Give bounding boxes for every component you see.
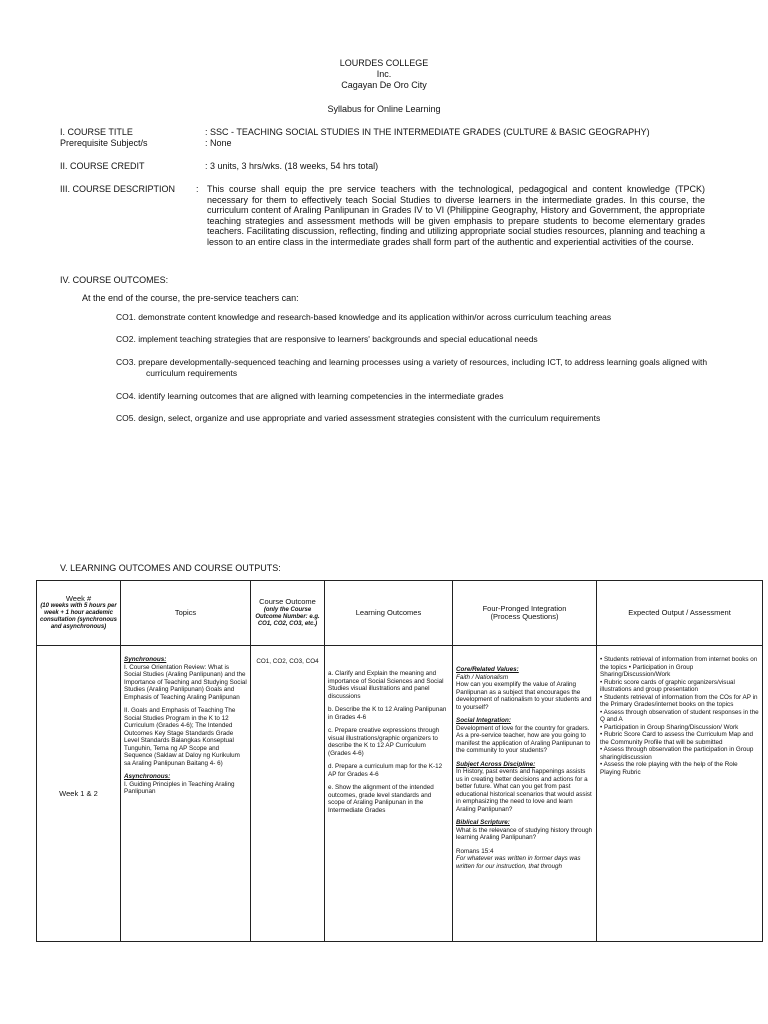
topic-item: I. Course Orientation Review: What is Social Studies (Araling Panlipunan) and the Importance of Teaching and Studying Social Studies (Araling Panlipunan) Goals and Emphasis of Teaching Araling Panlipunan: [124, 663, 247, 701]
syllabus-title: Syllabus for Online Learning: [327, 104, 441, 114]
integration-cell: [453, 646, 597, 942]
course-title-label: I. COURSE TITLE: [60, 127, 133, 137]
expected-item: • Assess the role playing with the help of the Role Playing Rubric: [600, 761, 738, 776]
course-outcome-item: CO5. design, select, organize and use appropriate and varied assessment strategies consistent with the curriculum requirements: [116, 413, 601, 423]
course-credit-label: II. COURSE CREDIT: [60, 161, 145, 171]
expected-item: • Students retrieval of information from the COs for AP in the Primary Grades/internet books on the topics: [600, 693, 758, 708]
header-week: [37, 581, 121, 646]
topics-cell: [121, 646, 251, 942]
course-outcome-value: CO1, CO2, CO3, CO4: [256, 658, 319, 665]
prereq-value: : None: [205, 138, 232, 148]
header-course-outcome-label: Course Outcome: [259, 597, 316, 607]
learning-outcome-item: e. Show the alignment of the intended outcomes, grade level standards and scope of Araling Panlipunan in the Intermediate Grades: [328, 784, 434, 814]
learning-outcome-item: c. Prepare creative expressions through visual illustrations/graphic organizers to describe the K to 12 AP Curriculum (Grades 4-6): [328, 727, 440, 757]
course-description-text: This course shall equip the pre service teachers with the technological, pedagogical and content knowledge (TPCK) necessary for them to effectively teach Social Studies to diverse learners in the intermediate grades. In this course, the curriculum content of Araling Panlipunan in Grades IV to VI (Philippine Geography, History and Government, the appropriate teaching strategies and assessment methods will be given emphasis to prepare students to become elementary grades teachers. Facilitating discussion, reflecting, finding and utilizing appropriate social studies resources, planning and teaching a lesson to an entire class in the intermediate grades shall form part of the authentic and experiential activities of the course.: [207, 184, 705, 247]
header-course-outcome-note: (only the Course Outcome Number: e.g. CO1, CO2, CO3, etc.): [255, 606, 320, 627]
expected-item: • Participation in Group Sharing/Discussion/ Work: [600, 723, 739, 731]
learning-outcome-item: d. Prepare a curriculum map for the K-12 AP for Grades 4-6: [328, 763, 443, 778]
synchronous-label: Synchronous:: [124, 656, 167, 663]
table-row: [37, 646, 763, 942]
expected-item: • Assess through observation the participation in Group sharing/discussion: [600, 746, 754, 761]
biblical-scripture-question: What is the relevance of studying history through learning Araling Panlipunan?: [456, 826, 593, 841]
learning-outcomes-cell: [325, 646, 453, 942]
expected-item: • Students retrieval of information from internet books on the topics • Participation in Group Sharing/Discussion/Work: [600, 656, 758, 678]
learning-outcomes-table: [36, 580, 763, 942]
expected-item: • Assess through observation of student responses in the Q and A: [600, 708, 759, 723]
subject-across-label: Subject Across Discipline:: [456, 760, 536, 768]
header-week-note: (10 weeks with 5 hours per week + 1 hour academic consultation (synchronous and asynchronous): [40, 603, 118, 631]
verse-reference: Romans 15:4: [456, 847, 494, 855]
course-outcome-item: CO3. prepare developmentally-sequenced teaching and learning processes using a variety of resources, including ICT, to address learning goals aligned with curriculum requirements: [116, 357, 708, 378]
asynchronous-label: Asynchronous:: [124, 773, 171, 780]
course-outcome-cell: [251, 646, 325, 942]
header-expected-output: Expected Output / Assessment: [597, 581, 763, 646]
header-integration-note: (Process Questions): [490, 612, 559, 621]
course-outcome-item: CO2. implement teaching strategies that are responsive to learners' backgrounds and special educational needs: [116, 334, 538, 344]
topic-item: II. Goals and Emphasis of Teaching The Social Studies Program in the K to 12 Curriculum (Grades 4-6); The Intended Outcomes Key Stage Standards Grade Level Standards Balangkas Konseptual Tunguhin, Tema ng AP Scope and Sequence (Saklaw at Daloy ng Kurikulum sa Araling Panlipunan Baitang 4- 6): [124, 707, 240, 767]
course-description-colon: :: [196, 184, 199, 194]
week-cell: Week 1 & 2: [37, 646, 121, 942]
course-description-label: III. COURSE DESCRIPTION: [60, 184, 176, 194]
expected-item: • Rubric Score Card to assess the Curriculum Map and the Community Profile that will be submitted: [600, 731, 754, 746]
course-title-value: : SSC - TEACHING SOCIAL STUDIES IN THE INTERMEDIATE GRADES (CULTURE & BASIC GEOGRAPHY): [205, 127, 650, 137]
expected-item: • Rubric score cards of graphic organizers/visual illustrations and group presentation: [600, 678, 735, 693]
verse-text: For whatever was written in former days was written for our instruction, that through: [456, 855, 581, 870]
social-integration-question: Development of love for the country for graders. As a pre-service teacher, how are you going to manifest the application of Araling Panlipunan to the community to your students?: [456, 724, 591, 754]
course-outcome-item: CO4. identify learning outcomes that are aligned with learning competencies in the intermediate grades: [116, 391, 504, 401]
school-city: Cagayan De Oro City: [341, 80, 427, 90]
header-course-outcome: [251, 581, 325, 646]
core-values-question: How can you exemplify the value of Araling Panlipunan as a subject that encourages the development of nationalism to your students and to yourself?: [456, 681, 592, 711]
prereq-label: Prerequisite Subject/s: [60, 138, 148, 148]
subject-across-question: In History, past events and happenings assists us in creating better decisions and actions for a better future. What can you get from past educational historical scenarios that would assist in emphasizing the need to love and learn Araling Panlipunan?: [456, 768, 592, 813]
core-values-sub: Faith / Nationalism: [456, 673, 509, 681]
header-week-label: Week #: [65, 593, 92, 603]
header-topics: Topics: [121, 581, 251, 646]
course-credit-value: : 3 units, 3 hrs/wks. (18 weeks, 54 hrs total): [205, 161, 379, 171]
school-inc: Inc.: [376, 69, 392, 79]
core-values-label: Core/Related Values:: [456, 666, 519, 673]
topic-item: I. Guiding Principles in Teaching Araling Panlipunan: [124, 780, 235, 795]
learning-outcome-item: a. Clarify and Explain the meaning and importance of Social Sciences and Social Studies visual illustrations and panel discussions: [328, 670, 444, 700]
biblical-scripture-label: Biblical Scripture:: [456, 819, 510, 826]
header-integration: [453, 581, 597, 646]
social-integration-label: Social Integration:: [456, 717, 511, 724]
course-outcome-item: CO1. demonstrate content knowledge and research-based knowledge and its application within/or across curriculum teaching areas: [116, 312, 612, 322]
table-header-row: [37, 581, 763, 646]
course-outcomes-heading: IV. COURSE OUTCOMES:: [60, 275, 169, 285]
school-name: LOURDES COLLEGE: [339, 58, 429, 68]
header-learning-outcomes: Learning Outcomes: [325, 581, 453, 646]
learning-outcomes-heading: V. LEARNING OUTCOMES AND COURSE OUTPUTS:: [60, 563, 281, 573]
header-integration-label: Four-Pronged Integration: [482, 603, 567, 613]
expected-output-cell: [597, 646, 763, 942]
course-outcomes-intro: At the end of the course, the pre-service teachers can:: [82, 293, 299, 303]
learning-outcome-item: b. Describe the K to 12 Araling Panlipunan in Grades 4-6: [328, 706, 447, 721]
